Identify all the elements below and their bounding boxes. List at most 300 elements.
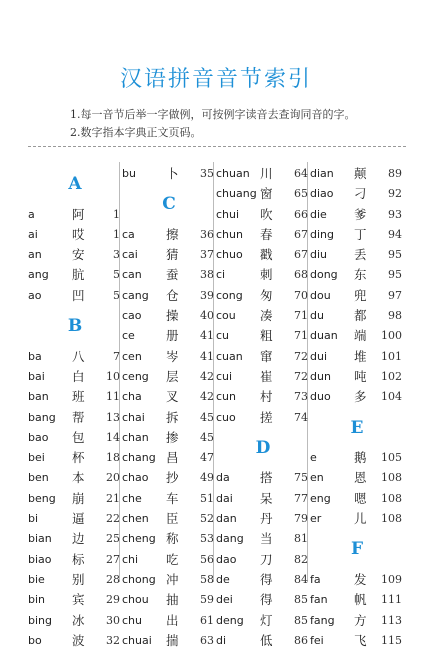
syllable-pinyin: chu xyxy=(122,613,142,627)
example-character: 别 xyxy=(72,571,85,587)
example-character: 逼 xyxy=(72,511,85,527)
index-entry[interactable] xyxy=(122,408,216,428)
example-character: 操 xyxy=(166,308,179,324)
syllable-pinyin: chi xyxy=(122,552,139,566)
syllable-pinyin: bian xyxy=(28,532,52,546)
page-number: 68 xyxy=(294,268,308,282)
index-entry[interactable] xyxy=(122,509,216,529)
syllable-pinyin: chuan xyxy=(216,167,250,180)
section-letter: F xyxy=(350,539,364,560)
example-character: 凹 xyxy=(72,287,85,303)
index-entry[interactable] xyxy=(310,326,404,346)
index-entry[interactable] xyxy=(122,164,216,184)
index-entry[interactable] xyxy=(216,265,310,285)
page-number: 113 xyxy=(381,613,402,627)
index-entry[interactable] xyxy=(216,184,310,204)
index-entry[interactable] xyxy=(310,347,404,367)
example-character: 冰 xyxy=(72,612,85,628)
page-number: 75 xyxy=(294,471,308,485)
index-entry[interactable] xyxy=(216,590,310,610)
page-number: 73 xyxy=(294,390,308,404)
example-character: 班 xyxy=(72,389,85,405)
example-character: 抄 xyxy=(166,470,179,486)
example-character: 蚕 xyxy=(166,267,179,283)
index-entry[interactable] xyxy=(28,590,122,610)
page-number: 37 xyxy=(200,248,214,262)
page-number: 108 xyxy=(381,471,402,485)
index-entry[interactable] xyxy=(28,367,122,387)
index-entry[interactable] xyxy=(28,509,122,529)
index-entry[interactable] xyxy=(310,387,404,407)
index-entry[interactable] xyxy=(122,428,216,448)
syllable-pinyin: ceng xyxy=(122,369,149,383)
syllable-pinyin: bo xyxy=(28,633,42,647)
example-character: 吃 xyxy=(166,551,179,567)
index-entry[interactable] xyxy=(216,550,310,570)
syllable-pinyin: dao xyxy=(216,552,237,566)
page-number: 64 xyxy=(294,167,308,180)
page-number: 45 xyxy=(200,430,214,444)
example-character: 端 xyxy=(354,328,367,344)
index-entry[interactable] xyxy=(216,347,310,367)
page-number: 85 xyxy=(294,613,308,627)
page-number: 53 xyxy=(200,532,214,546)
example-character: 丹 xyxy=(260,511,273,527)
syllable-pinyin: da xyxy=(216,471,230,485)
example-character: 丁 xyxy=(354,226,367,242)
syllable-pinyin: bin xyxy=(28,593,46,607)
page-number: 101 xyxy=(381,349,402,363)
index-entry[interactable] xyxy=(28,489,122,509)
syllable-pinyin: cuo xyxy=(216,410,236,424)
page-number: 59 xyxy=(200,593,214,607)
section-letter: D xyxy=(255,437,271,458)
syllable-pinyin: chang xyxy=(122,451,156,465)
index-entry[interactable] xyxy=(216,631,310,651)
example-character: 白 xyxy=(72,368,85,384)
page-number: 7 xyxy=(113,349,120,363)
index-entry[interactable] xyxy=(28,468,122,488)
syllable-pinyin: cheng xyxy=(122,532,156,546)
syllable-pinyin: ca xyxy=(122,227,135,241)
example-character: 低 xyxy=(260,632,273,648)
syllable-pinyin: cun xyxy=(216,390,236,404)
syllable-pinyin: can xyxy=(122,268,142,282)
syllable-pinyin: biao xyxy=(28,552,52,566)
index-entry[interactable] xyxy=(216,408,310,428)
syllable-pinyin: chen xyxy=(122,512,149,526)
page-number: 79 xyxy=(294,512,308,526)
page-number: 49 xyxy=(200,471,214,485)
example-character: 得 xyxy=(260,592,273,608)
syllable-pinyin: dong xyxy=(310,268,338,282)
example-character: 波 xyxy=(72,632,85,648)
example-character: 灯 xyxy=(260,612,273,628)
index-entry[interactable] xyxy=(122,468,216,488)
syllable-pinyin: ai xyxy=(28,227,38,241)
index-entry[interactable] xyxy=(310,631,404,651)
index-entry[interactable] xyxy=(122,286,216,306)
syllable-pinyin: diu xyxy=(310,248,328,262)
syllable-pinyin: eng xyxy=(310,491,331,505)
syllable-pinyin: er xyxy=(310,512,322,526)
syllable-pinyin: dui xyxy=(310,349,328,363)
index-entry[interactable] xyxy=(28,387,122,407)
syllable-pinyin: chai xyxy=(122,410,145,424)
example-character: 冲 xyxy=(166,571,179,587)
index-entry[interactable] xyxy=(28,245,122,265)
index-entry[interactable] xyxy=(216,489,310,509)
example-character: 儿 xyxy=(354,511,367,527)
syllable-pinyin: bi xyxy=(28,512,39,526)
example-character: 戳 xyxy=(260,247,273,263)
index-entry[interactable] xyxy=(216,529,310,549)
index-entry[interactable] xyxy=(122,265,216,285)
syllable-pinyin: dian xyxy=(310,167,334,180)
example-character: 擦 xyxy=(166,226,179,242)
page-number: 89 xyxy=(388,167,402,180)
page-number: 92 xyxy=(388,187,402,201)
page-number: 94 xyxy=(388,227,402,241)
syllable-pinyin: cang xyxy=(122,288,149,302)
page-number: 20 xyxy=(106,471,120,485)
syllable-pinyin: de xyxy=(216,572,230,586)
syllable-pinyin: cao xyxy=(122,309,142,323)
index-entry[interactable] xyxy=(310,448,404,468)
syllable-pinyin: cu xyxy=(216,329,230,343)
syllable-pinyin: chao xyxy=(122,471,149,485)
page-number: 115 xyxy=(381,633,402,647)
syllable-pinyin: ban xyxy=(28,390,49,404)
example-character: 多 xyxy=(354,389,367,405)
index-entry[interactable] xyxy=(122,448,216,468)
syllable-pinyin: du xyxy=(310,309,324,323)
page-number: 39 xyxy=(200,288,214,302)
index-entry[interactable] xyxy=(216,306,310,326)
note-2: 2.数字指本字典正文页码。 xyxy=(70,126,202,139)
index-entry[interactable] xyxy=(310,367,404,387)
syllable-pinyin: die xyxy=(310,207,327,221)
index-entry[interactable] xyxy=(216,286,310,306)
index-entry[interactable] xyxy=(122,611,216,631)
page-number: 63 xyxy=(200,633,214,647)
example-character: 颠 xyxy=(354,166,367,181)
syllable-pinyin: e xyxy=(310,451,317,465)
index-entry[interactable] xyxy=(310,164,404,184)
index-entry[interactable] xyxy=(28,550,122,570)
example-character: 匆 xyxy=(260,287,273,303)
page-number: 98 xyxy=(388,309,402,323)
example-character: 仓 xyxy=(166,287,179,303)
page-number: 1 xyxy=(113,227,120,241)
example-character: 川 xyxy=(260,166,273,181)
page-number: 28 xyxy=(106,572,120,586)
example-character: 飞 xyxy=(354,632,367,648)
index-entry[interactable] xyxy=(216,509,310,529)
example-character: 鹅 xyxy=(354,450,367,466)
index-entry[interactable] xyxy=(122,550,216,570)
syllable-pinyin: ben xyxy=(28,471,49,485)
example-character: 春 xyxy=(260,226,273,242)
syllable-pinyin: chui xyxy=(216,207,240,221)
index-entry[interactable] xyxy=(122,387,216,407)
example-character: 层 xyxy=(166,368,179,384)
page-number: 3 xyxy=(113,248,120,262)
example-character: 哎 xyxy=(72,226,85,242)
page-number: 71 xyxy=(294,329,308,343)
index-entry[interactable] xyxy=(310,225,404,245)
example-character: 粗 xyxy=(260,328,273,344)
index-entry[interactable] xyxy=(122,326,216,346)
page-number: 100 xyxy=(381,329,402,343)
index-entry[interactable] xyxy=(122,631,216,651)
page-number: 97 xyxy=(388,288,402,302)
index-entry[interactable] xyxy=(310,468,404,488)
index-entry[interactable] xyxy=(122,225,216,245)
syllable-pinyin: bing xyxy=(28,613,52,627)
page-number: 29 xyxy=(106,593,120,607)
index-entry[interactable] xyxy=(122,489,216,509)
index-entry[interactable] xyxy=(28,408,122,428)
syllable-pinyin: che xyxy=(122,491,142,505)
example-character: 爹 xyxy=(354,206,367,222)
page-number: 47 xyxy=(200,451,214,465)
index-entry[interactable] xyxy=(216,205,310,225)
index-entry[interactable] xyxy=(28,631,122,651)
syllable-pinyin: fa xyxy=(310,572,321,586)
page-number: 27 xyxy=(106,552,120,566)
example-character: 标 xyxy=(72,551,85,567)
example-character: 杯 xyxy=(72,450,85,466)
example-character: 东 xyxy=(354,267,367,283)
syllable-pinyin: ci xyxy=(216,268,226,282)
example-character: 发 xyxy=(354,571,367,587)
page-number: 5 xyxy=(113,288,120,302)
page-number: 93 xyxy=(388,207,402,221)
example-character: 堆 xyxy=(354,348,367,364)
page-number: 81 xyxy=(294,532,308,546)
page-number: 25 xyxy=(106,532,120,546)
syllable-pinyin: duan xyxy=(310,329,338,343)
syllable-pinyin: deng xyxy=(216,613,244,627)
index-entry[interactable] xyxy=(216,245,310,265)
page-number: 65 xyxy=(294,187,308,201)
index-entry[interactable] xyxy=(122,306,216,326)
syllable-pinyin: fang xyxy=(310,613,335,627)
dashed-divider xyxy=(28,146,406,147)
example-character: 恩 xyxy=(354,470,367,486)
index-entry[interactable] xyxy=(310,611,404,631)
index-entry[interactable] xyxy=(28,529,122,549)
example-character: 卜 xyxy=(166,166,179,181)
syllable-pinyin: bie xyxy=(28,572,45,586)
page-number: 95 xyxy=(388,268,402,282)
syllable-pinyin: a xyxy=(28,207,35,221)
index-entry[interactable] xyxy=(216,611,310,631)
example-character: 安 xyxy=(72,247,85,263)
page-number: 5 xyxy=(113,268,120,282)
syllable-pinyin: dun xyxy=(310,369,331,383)
section-letter: A xyxy=(68,174,82,194)
index-entry[interactable] xyxy=(28,570,122,590)
index-entry[interactable] xyxy=(310,184,404,204)
page-number: 38 xyxy=(200,268,214,282)
example-character: 崔 xyxy=(260,368,273,384)
example-character: 搭 xyxy=(260,470,273,486)
section-letter: C xyxy=(162,194,176,215)
page-number: 74 xyxy=(294,410,308,424)
example-character: 吨 xyxy=(354,368,367,384)
syllable-pinyin: ang xyxy=(28,268,49,282)
example-character: 搓 xyxy=(260,409,273,425)
syllable-pinyin: cen xyxy=(122,349,142,363)
syllable-pinyin: dang xyxy=(216,532,244,546)
syllable-pinyin: bai xyxy=(28,369,45,383)
index-entry[interactable] xyxy=(28,265,122,285)
page-number: 66 xyxy=(294,207,308,221)
index-entry[interactable] xyxy=(310,245,404,265)
page-number: 45 xyxy=(200,410,214,424)
page-number: 70 xyxy=(294,288,308,302)
example-character: 车 xyxy=(166,490,179,506)
index-entry[interactable] xyxy=(310,489,404,509)
index-entry[interactable] xyxy=(122,367,216,387)
example-character: 八 xyxy=(72,348,85,364)
example-character: 称 xyxy=(166,531,179,547)
page-number: 21 xyxy=(106,491,120,505)
page-number: 84 xyxy=(294,572,308,586)
page-number: 1 xyxy=(113,207,120,221)
index-entry[interactable] xyxy=(216,570,310,590)
page-number: 85 xyxy=(294,593,308,607)
page-number: 42 xyxy=(200,390,214,404)
page-number: 105 xyxy=(381,451,402,465)
page-number: 111 xyxy=(381,593,402,607)
syllable-pinyin: dei xyxy=(216,593,233,607)
page-number: 95 xyxy=(388,248,402,262)
page-number: 61 xyxy=(200,613,214,627)
example-character: 本 xyxy=(72,470,85,486)
index-entry[interactable] xyxy=(310,286,404,306)
index-entry[interactable] xyxy=(310,570,404,590)
index-entry[interactable] xyxy=(310,265,404,285)
syllable-pinyin: chuo xyxy=(216,248,243,262)
example-character: 丢 xyxy=(354,247,367,263)
syllable-pinyin: chou xyxy=(122,593,149,607)
example-character: 抽 xyxy=(166,592,179,608)
index-entry[interactable] xyxy=(216,225,310,245)
example-character: 拆 xyxy=(166,409,179,425)
example-character: 窜 xyxy=(260,348,273,364)
syllable-pinyin: cui xyxy=(216,369,233,383)
index-entry[interactable] xyxy=(28,611,122,631)
page-number: 40 xyxy=(200,309,214,323)
example-character: 包 xyxy=(72,429,85,445)
index-entry[interactable] xyxy=(28,286,122,306)
syllable-pinyin: chong xyxy=(122,572,156,586)
index-entry[interactable] xyxy=(310,205,404,225)
index-entry[interactable] xyxy=(28,225,122,245)
example-character: 肮 xyxy=(72,267,85,283)
page-number: 41 xyxy=(200,349,214,363)
syllable-pinyin: duo xyxy=(310,390,331,404)
page-number: 109 xyxy=(381,572,402,586)
index-entry[interactable] xyxy=(28,448,122,468)
example-character: 出 xyxy=(166,612,179,628)
page-number: 42 xyxy=(200,369,214,383)
index-entry[interactable] xyxy=(28,205,122,225)
index-entry[interactable] xyxy=(216,367,310,387)
syllable-pinyin: diao xyxy=(310,187,334,201)
index-entry[interactable] xyxy=(28,347,122,367)
syllable-pinyin: an xyxy=(28,248,42,262)
page-number: 35 xyxy=(200,167,214,180)
page-number: 11 xyxy=(106,390,120,404)
page-number: 86 xyxy=(294,633,308,647)
example-character: 嗯 xyxy=(354,490,367,506)
index-entry[interactable] xyxy=(216,468,310,488)
index-entry[interactable] xyxy=(216,164,310,184)
page-number: 14 xyxy=(106,430,120,444)
syllable-pinyin: fan xyxy=(310,593,328,607)
example-character: 阿 xyxy=(72,206,85,222)
page-number: 52 xyxy=(200,512,214,526)
example-character: 凑 xyxy=(260,308,273,324)
example-character: 帮 xyxy=(72,409,85,425)
syllable-pinyin: ao xyxy=(28,288,42,302)
page-number: 108 xyxy=(381,491,402,505)
index-entry[interactable] xyxy=(122,590,216,610)
example-character: 叉 xyxy=(166,389,179,405)
page-title: 汉语拼音音节索引 xyxy=(119,67,312,92)
index-column-3 xyxy=(216,164,310,651)
page-number: 67 xyxy=(294,227,308,241)
syllable-pinyin: cha xyxy=(122,390,142,404)
index-entry[interactable] xyxy=(310,590,404,610)
page-number: 56 xyxy=(200,552,214,566)
page-number: 72 xyxy=(294,349,308,363)
syllable-pinyin: cong xyxy=(216,288,243,302)
index-entry[interactable] xyxy=(122,347,216,367)
index-entry[interactable] xyxy=(122,529,216,549)
index-entry[interactable] xyxy=(28,428,122,448)
index-entry[interactable] xyxy=(310,509,404,529)
syllable-pinyin: bang xyxy=(28,410,56,424)
index-entry[interactable] xyxy=(122,570,216,590)
example-character: 册 xyxy=(166,328,179,344)
syllable-pinyin: bu xyxy=(122,167,136,180)
syllable-pinyin: en xyxy=(310,471,324,485)
index-entry[interactable] xyxy=(122,245,216,265)
page-number: 108 xyxy=(381,512,402,526)
page-number: 18 xyxy=(106,451,120,465)
example-character: 呆 xyxy=(260,490,273,506)
example-character: 兜 xyxy=(354,287,367,303)
page-number: 58 xyxy=(200,572,214,586)
syllable-pinyin: ce xyxy=(122,329,135,343)
example-character: 得 xyxy=(260,571,273,587)
page-number: 82 xyxy=(294,552,308,566)
section-letter: E xyxy=(350,417,364,438)
page-number: 104 xyxy=(381,390,402,404)
index-entry[interactable] xyxy=(216,326,310,346)
index-entry[interactable] xyxy=(216,387,310,407)
example-character: 窗 xyxy=(260,186,273,202)
syllable-pinyin: dai xyxy=(216,491,233,505)
index-entry[interactable] xyxy=(310,306,404,326)
syllable-pinyin: cou xyxy=(216,309,236,323)
index-column-1 xyxy=(28,164,122,651)
